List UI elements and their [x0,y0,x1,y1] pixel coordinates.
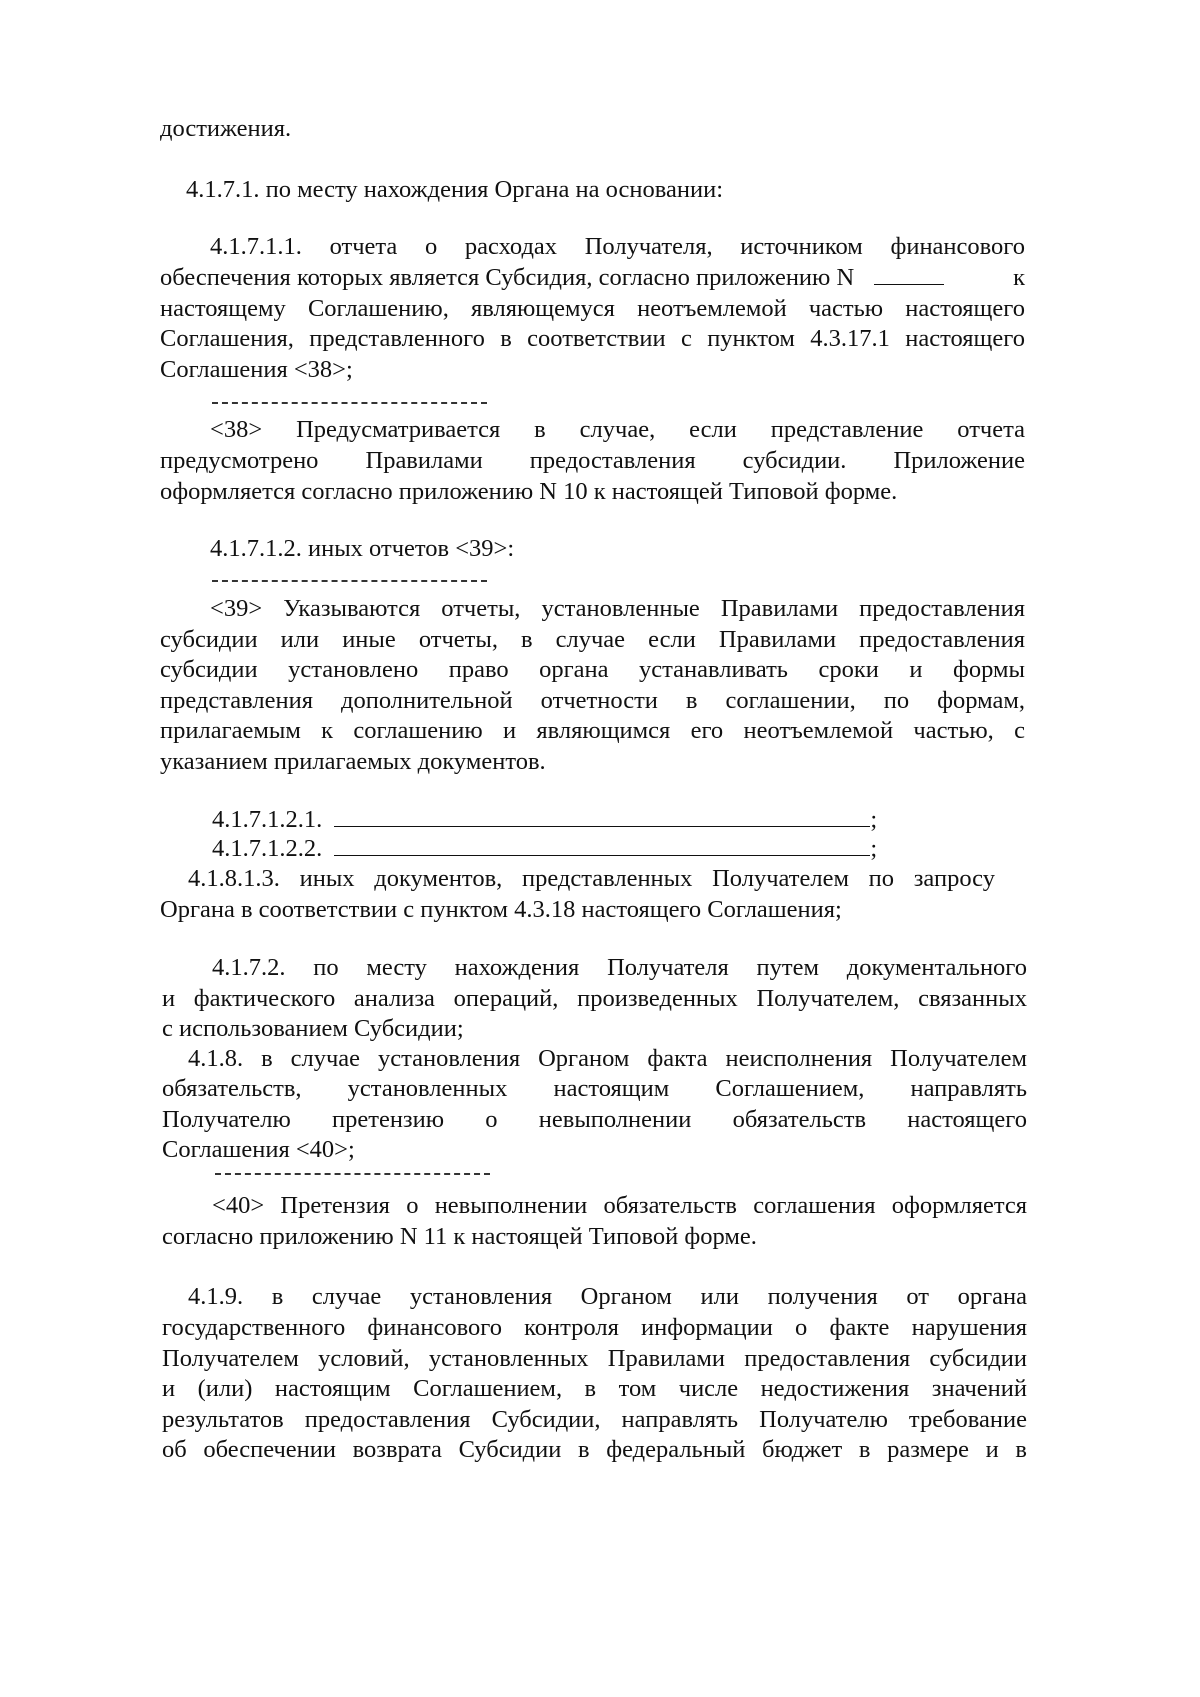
text-line: оформляется согласно приложению N 10 к настоящей Типовой форме. [160,478,898,505]
text-line: и (или) настоящим Соглашением, в том числе недостижения значений [162,1375,1027,1402]
blank-field [334,833,870,856]
text-fragment: ; [870,835,878,862]
clause-4-1-7-2: 4.1.7.2. по месту нахождения Получателя путем документального [212,954,1027,981]
text-line: Получателем условий, установленных Правилами предоставления субсидии [162,1345,1027,1372]
clause-4-1-8-1-3: 4.1.8.1.3. иных документов, представленных Получателем по запросу [188,865,995,892]
clause-4-1-7-1-2-2 [212,833,877,864]
text-line: и фактического анализа операций, произведенных Получателем, связанных [162,985,1027,1012]
text-line: прилагаемым к соглашению и являющимся его неотъемлемой частью, с [160,717,1025,744]
text-line: обязательств, установленных настоящим Соглашением, направлять [162,1075,1027,1102]
text-line: Органа в соответствии с пунктом 4.3.18 настоящего Соглашения; [160,896,842,923]
blank-field [334,804,870,827]
text-line: представления дополнительной отчетности в соглашении, по формам, [160,687,1025,714]
clause-4-1-7-1-2: 4.1.7.1.2. иных отчетов <39>: [210,535,515,562]
footnote-separator [212,402,487,404]
clause-4-1-9: 4.1.9. в случае установления Органом или получения от органа [188,1283,1027,1310]
text-line: Получателю претензию о невыполнении обязательств настоящего [162,1106,1027,1133]
clause-4-1-7-1: 4.1.7.1. по месту нахождения Органа на основании: [186,176,724,203]
text-line: об обеспечении возврата Субсидии в федеральный бюджет в размере и в [162,1436,1027,1463]
text-line: субсидии или иные отчеты, в случае если Правилами предоставления [160,626,1025,653]
text-line: Соглашения <38>; [160,356,353,383]
blank-field [874,262,944,285]
clause-4-1-7-1-2-1 [212,804,877,835]
text-fragment: обеспечения которых является Субсидия, согласно приложению N [160,264,855,291]
text-line: достижения. [160,115,292,142]
clause-number: 4.1.7.1.2.1. [212,806,323,833]
text-line: субсидии установлено право органа устанавливать сроки и формы [160,656,1025,683]
footnote-38: <38> Предусматривается в случае, если представление отчета [210,416,1025,443]
text-line: результатов предоставления Субсидии, направлять Получателю требование [162,1406,1027,1433]
clause-number: 4.1.7.1.2.2. [212,835,323,862]
footnote-40: <40> Претензия о невыполнении обязательств соглашения оформляется [212,1192,1027,1219]
clause-4-1-8: 4.1.8. в случае установления Органом факта неисполнения Получателем [188,1045,1027,1072]
text-line: указанием прилагаемых документов. [160,748,546,775]
text-line: настоящему Соглашению, являющемуся неотъемлемой частью настоящего [160,295,1025,322]
text-fragment: к [1013,264,1025,291]
footnote-39: <39> Указываются отчеты, установленные Правилами предоставления [210,595,1025,622]
footnote-separator [212,580,487,582]
text-fragment: ; [870,806,878,833]
text-line: согласно приложению N 11 к настоящей Типовой форме. [162,1223,757,1250]
text-line: Соглашения, представленного в соответствии с пунктом 4.3.17.1 настоящего [160,325,1025,352]
text-line: государственного финансового контроля информации о факте нарушения [162,1314,1027,1341]
text-line [160,262,1025,293]
footnote-separator [215,1173,490,1175]
text-line: предусмотрено Правилами предоставления субсидии. Приложение [160,447,1025,474]
text-line: Соглашения <40>; [162,1136,355,1163]
clause-4-1-7-1-1: 4.1.7.1.1. отчета о расходах Получателя, источником финансового [210,233,1025,260]
text-line: с использованием Субсидии; [162,1015,464,1042]
